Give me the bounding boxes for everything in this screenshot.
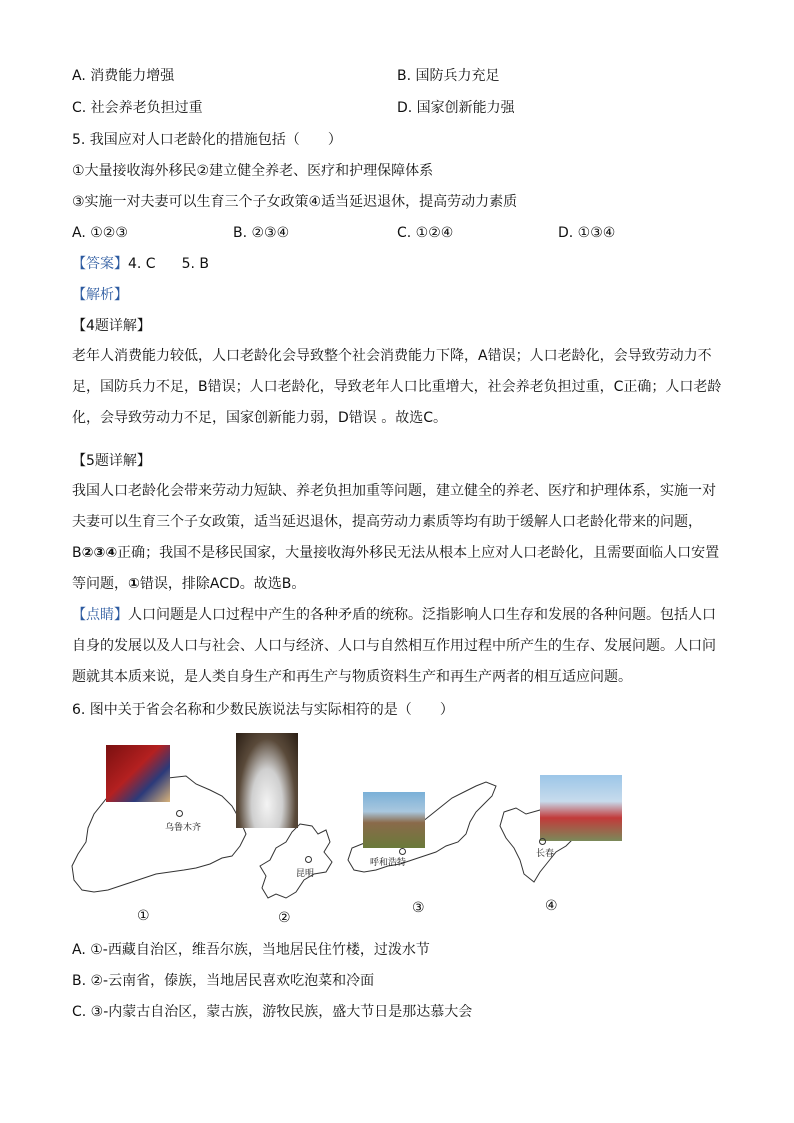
q4-option-d: D. 国家创新能力强 xyxy=(397,100,515,116)
photo-peacock-dance xyxy=(236,733,298,828)
detail5-bold-2: ① xyxy=(128,576,140,592)
q4-option-c: C. 社会养老负担过重 xyxy=(72,100,203,116)
q5-choice-line-2: ③实施一对夫妻可以生育三个子女政策④适当延迟退休，提高劳动力素质 xyxy=(72,194,518,210)
map-label-1: ① xyxy=(137,908,150,924)
q5-stem-prefix: 5. 我国应对人口老龄化的措施包括（ xyxy=(72,132,300,148)
detail5-bold-1: ②③④ xyxy=(81,545,118,561)
point-tag: 【点睛】 xyxy=(72,607,128,623)
city-label-2: 昆明 xyxy=(296,869,315,879)
q5-option-b: B. ②③④ xyxy=(233,225,290,241)
q6-stem-prefix: 6. 图中关于省会名称和少数民族说法与实际相符的是（ xyxy=(72,702,412,718)
detail5-text-2: 正确；我国不是移民国家，大量接收海外移民无法从根本上应对人口老龄化，且需要面临人口安置等问题， xyxy=(72,545,720,592)
q4-option-a: A. 消费能力增强 xyxy=(72,68,175,84)
detail5-tag: 【5题详解】 xyxy=(72,453,151,469)
q6-option-c: C. ③-内蒙古自治区，蒙古族，游牧民族，盛大节日是那达慕大会 xyxy=(72,1004,473,1020)
q5-stem-suffix: ） xyxy=(327,132,342,148)
q5-option-c: C. ①②④ xyxy=(397,225,454,241)
map-2-outline xyxy=(260,824,332,898)
city-label-1: 乌鲁木齐 xyxy=(165,823,202,833)
q4-option-b: B. 国防兵力充足 xyxy=(397,68,500,84)
map-label-4: ④ xyxy=(545,898,558,914)
detail5-text-3: 错误，排除ACD。故选B。 xyxy=(139,576,306,592)
answer-q4: 4. C xyxy=(128,256,156,272)
analysis-tag-text: 【解析】 xyxy=(72,287,128,303)
city-label-4: 长春 xyxy=(536,849,555,859)
photo-korean-swing xyxy=(540,775,622,841)
photo-uyghur-dance xyxy=(106,745,170,802)
detail5-text-1: 我国人口老龄化会带来劳动力短缺、养老负担加重等问题，建立健全的养老、医疗和护理体系，实施一对夫妻可以生育三个子女政策，适当延迟退休，提高劳动力素质等均有助于缓解人口老龄化带来的问题，B xyxy=(72,483,716,561)
changchun-marker-icon xyxy=(539,838,546,845)
q5-option-d: D. ①③④ xyxy=(558,225,616,241)
answer-q5: 5. B xyxy=(181,256,210,272)
hohhot-marker-icon xyxy=(399,848,406,855)
q5-option-a: A. ①②③ xyxy=(72,225,128,241)
q6-option-a: A. ①-西藏自治区，维吾尔族，当地居民住竹楼，过泼水节 xyxy=(72,942,430,958)
city-label-3: 呼和浩特 xyxy=(370,858,407,868)
map-label-2: ② xyxy=(278,910,291,926)
detail4-text: 老年人消费能力较低，人口老龄化会导致整个社会消费能力下降，A错误；人口老龄化，会导致劳动力不足，国防兵力不足，B错误；人口老龄化，导致老年人口比重增大，社会养老负担过重，C正确；人口老龄化，会导致劳动力不足，国家创新能力弱，D错误 。故选C。 xyxy=(72,348,722,426)
urumqi-marker-icon xyxy=(176,810,183,817)
q6-option-b: B. ②-云南省，傣族，当地居民喜欢吃泡菜和冷面 xyxy=(72,973,375,989)
q5-choice-line-1: ①大量接收海外移民②建立健全养老、医疗和护理保障体系 xyxy=(72,163,434,179)
detail4-tag: 【4题详解】 xyxy=(72,318,151,334)
answer-tag: 【答案】 xyxy=(72,256,128,272)
q6-stem-suffix: ） xyxy=(439,702,454,718)
point-body: 人口问题是人口过程中产生的各种矛盾的统称。泛指影响人口生存和发展的各种问题。包括人口自身的发展以及人口与社会、人口与经济、人口与自然相互作用过程中所产生的生存、发展问题。人口问题就其本质来说，是人类自身生产和再生产与物质资料生产和再生产两者的相互适应问题。 xyxy=(72,607,716,685)
kunming-marker-icon xyxy=(305,856,312,863)
photo-mongolian-wrestling xyxy=(363,792,425,848)
map-label-3: ③ xyxy=(412,900,425,916)
